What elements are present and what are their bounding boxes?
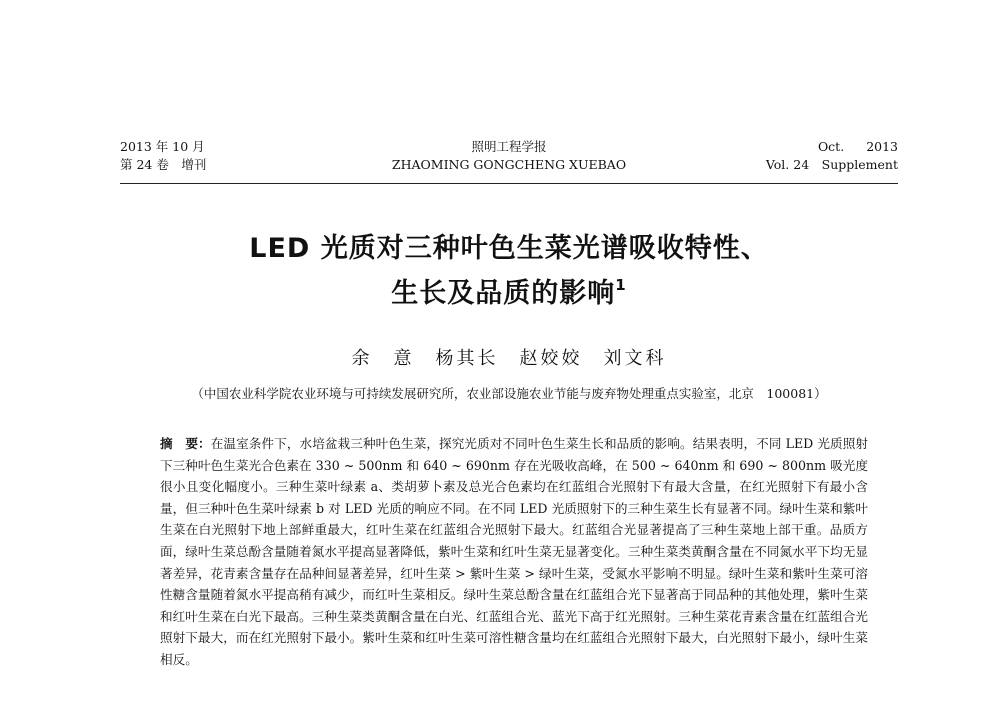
header-rule <box>120 183 898 184</box>
author-list: 余 意 杨其长 赵姣姣 刘文科 <box>351 348 667 369</box>
issue-volume-en: Vol. 24 Supplement <box>765 157 898 172</box>
title-line-2 <box>120 271 898 316</box>
abstract-label: 摘 要： <box>160 436 211 451</box>
title-line-2-text: 生长及品质的影响 <box>391 278 616 309</box>
title-line-1: LED 光质对三种叶色生菜光谱吸收特性、 <box>249 233 769 264</box>
issue-year-en: 2013 <box>866 139 898 154</box>
journal-name-pinyin: ZHAOMING GONGCHENG XUEBAO <box>391 157 627 172</box>
title-footnote-mark: 1 <box>615 276 627 294</box>
issue-month-en: Oct. <box>817 139 845 154</box>
abstract-text: 在温室条件下，水培盆栽三种叶色生菜，探究光质对不同叶色生菜生长和品质的影响。结果表明，不同 LED 光质照射下三种叶色生菜光合色素在 330 ~ 500nm 和 640 ~ 690nm 存在光吸收高峰，在 500 ~ 640nm 和 690 ~ 800nm 吸光度很小且变化幅度小。三种生菜叶绿素 a、类胡萝卜素及总光合色素均在红蓝组合光照射下有最大含量，在红光照射下有最小含量，但三种叶色生菜叶绿素 b 对 LED 光质的响应不同。在不同 LED 光质照射下的三种生菜生长有显著不同。绿叶生菜和紫叶生菜在白光照射下地上部鲜重最大，红叶生菜在红蓝组合光照射下最大。红蓝组合光显著提高了三种生菜地上部干重。品质方面，绿叶生菜总酚含量随着氮水平提高显著降低，紫叶生菜和红叶生菜无显著变化。三种生菜类黄酮含量在不同氮水平下均无显著差异，花青素含量存在品种间显著差异，红叶生菜 > 紫叶生菜 > 绿叶生菜，受氮水平影响不明显。绿叶生菜和紫叶生菜可溶性糖含量随着氮水平提高稍有减少，而红叶生菜相反。绿叶生菜总酚含量在红蓝组合光下显著高于同品种的其他处理，紫叶生菜和红叶生菜在白光下最高。三种生菜类黄酮含量在白光、红蓝组合光、蓝光下高于红光照射。三种生菜花青素含量在红蓝组合光照射下最大，而在红光照射下最小。紫叶生菜和红叶生菜可溶性糖含量均在红蓝组合光照射下最大，白光照射下最小，绿叶生菜相反。 <box>160 436 869 667</box>
author-affiliation: （中国农业科学院农业环境与可持续发展研究所，农业部设施农业节能与废弃物处理重点实验室，北京 100081） <box>191 386 827 401</box>
abstract <box>160 433 868 671</box>
journal-name-cn: 照明工程学报 <box>471 139 547 154</box>
header-right <box>766 138 898 174</box>
issue-volume-cn: 第 24 卷 增刊 <box>120 157 207 172</box>
journal-header <box>120 138 898 180</box>
paper-title <box>120 226 898 316</box>
issue-date-cn: 2013 年 10 月 <box>120 139 205 154</box>
